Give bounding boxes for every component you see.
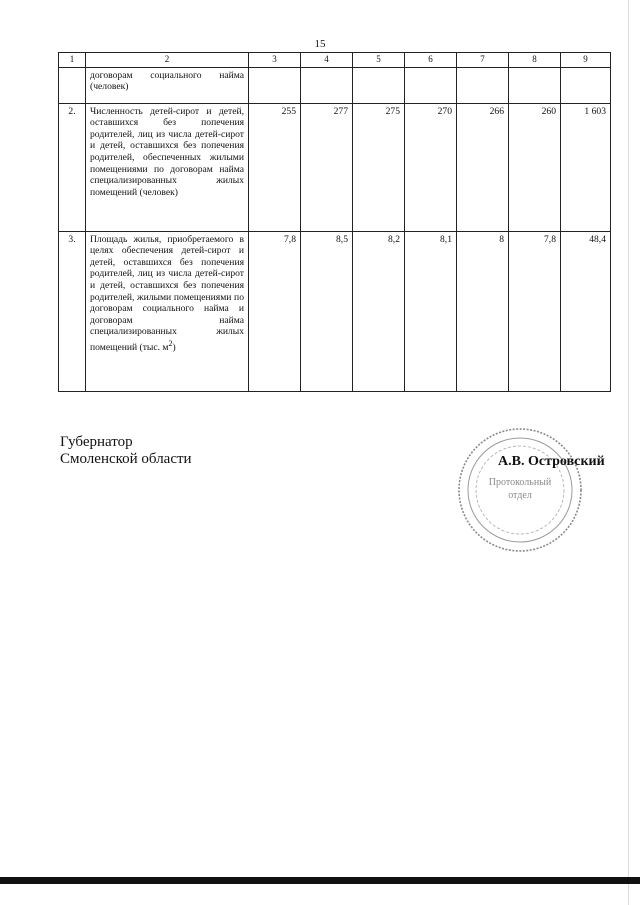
table-row xyxy=(59,103,611,231)
header-cell: 7 xyxy=(457,53,509,68)
header-cell: 2 xyxy=(86,53,249,68)
signature-title xyxy=(60,434,192,468)
row-description-text: Площадь жилья, приобретаемого в целях обеспечения детей-сирот и детей, оставшихся без попечения родителей, лиц из числа детей-сирот и детей, оставшихся без попечения родителей, жилыми помещениями по договорам социального найма и договорам найма специализированных жилых помещений (тыс. м xyxy=(90,233,244,354)
header-cell: 9 xyxy=(561,53,611,68)
row-description xyxy=(86,231,249,391)
signature-title-line: Смоленской области xyxy=(60,451,192,467)
value-cell: 8,1 xyxy=(405,231,457,391)
header-cell: 1 xyxy=(59,53,86,68)
value-cell: 8,5 xyxy=(301,231,353,391)
value-cell: 7,8 xyxy=(249,231,301,391)
header-cell: 8 xyxy=(509,53,561,68)
table-row xyxy=(59,231,611,391)
signatory-name: А.В. Островский xyxy=(498,454,605,469)
value-cell xyxy=(509,67,561,103)
row-index: 3. xyxy=(59,231,86,391)
value-cell: 277 xyxy=(301,103,353,231)
header-cell: 6 xyxy=(405,53,457,68)
data-table xyxy=(58,52,611,392)
official-stamp-icon xyxy=(455,425,585,555)
value-cell: 7,8 xyxy=(509,231,561,391)
table-header-row xyxy=(59,53,611,68)
row-description: Численность детей-сирот и детей, оставшихся без попечения родителей, лиц из числа детей-сирот и детей, оставшихся без попечения родителей, обеспеченных жилыми помещениями по договорам найма специализированных жилых помещений (человек) xyxy=(86,103,249,231)
value-cell: 48,4 xyxy=(561,231,611,391)
row-description-end: ) xyxy=(172,342,176,354)
value-cell: 8 xyxy=(457,231,509,391)
value-cell xyxy=(353,67,405,103)
value-cell: 270 xyxy=(405,103,457,231)
value-cell: 266 xyxy=(457,103,509,231)
row-index xyxy=(59,67,86,103)
value-cell xyxy=(301,67,353,103)
row-index: 2. xyxy=(59,103,86,231)
value-cell: 275 xyxy=(353,103,405,231)
value-cell: 1 603 xyxy=(561,103,611,231)
row-description: договорам социального найма (человек) xyxy=(86,67,249,103)
page-number: 15 xyxy=(314,38,326,50)
signature-title-line: Губернатор xyxy=(60,434,133,450)
header-cell: 5 xyxy=(353,53,405,68)
header-cell: 3 xyxy=(249,53,301,68)
value-cell: 260 xyxy=(509,103,561,231)
value-cell: 255 xyxy=(249,103,301,231)
superscript: 2 xyxy=(168,338,173,348)
scan-edge-line xyxy=(628,0,629,905)
table-row xyxy=(59,67,611,103)
value-cell xyxy=(561,67,611,103)
stamp-text: отдел xyxy=(508,490,532,501)
value-cell xyxy=(457,67,509,103)
value-cell xyxy=(249,67,301,103)
value-cell xyxy=(405,67,457,103)
header-cell: 4 xyxy=(301,53,353,68)
value-cell: 8,2 xyxy=(353,231,405,391)
scan-bottom-bar xyxy=(0,877,640,884)
stamp-text: Протокольный xyxy=(488,477,552,488)
